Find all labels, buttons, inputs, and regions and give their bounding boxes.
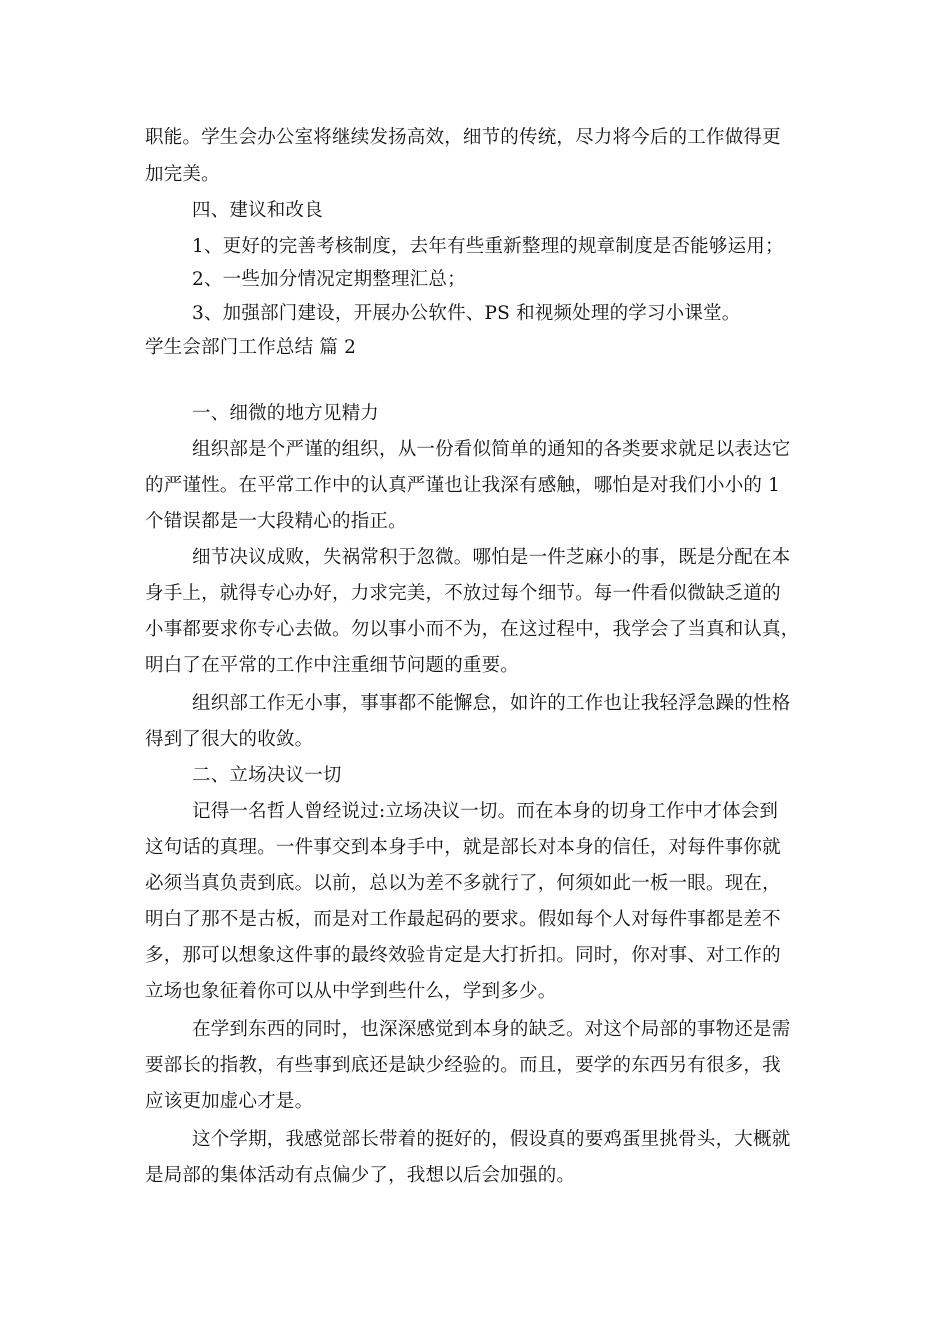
text-line: 明白了那不是古板，而是对工作最起码的要求。假如每个人对每件事都是差不 xyxy=(145,909,781,930)
text-line: 在学到东西的同时，也深深感觉到本身的缺乏。对这个局部的事物还是需 xyxy=(192,1019,791,1040)
text-line: 的严谨性。在平常工作中的认真严谨也让我深有感触，哪怕是对我们小小的 1 xyxy=(145,475,781,496)
text-line: 这句话的真理。一件事交到本身手中，就是部长对本身的信任，对每件事你就 xyxy=(145,837,781,858)
text-line: 加完美。 xyxy=(145,164,220,185)
text-line: 得到了很大的收敛。 xyxy=(145,729,314,750)
text-line: 多，那可以想象这件事的最终效验肯定是大打折扣。同时，你对事、对工作的 xyxy=(145,945,781,966)
text-line: 身手上，就得专心办好，力求完美，不放过每个细节。每一件看似微缺乏道的 xyxy=(145,583,781,604)
text-line: 小事都要求你专心去做。勿以事小而不为，在这过程中，我学会了当真和认真， xyxy=(145,619,800,640)
text-line: 组织部工作无小事，事事都不能懈怠，如许的工作也让我轻浮急躁的性格 xyxy=(192,693,791,714)
list-item: 3、加强部门建设，开展办公软件、PS 和视频处理的学习小课堂。 xyxy=(192,303,741,324)
document-title: 学生会部门工作总结 篇 2 xyxy=(145,337,357,358)
text-line: 个错误都是一大段精心的指正。 xyxy=(145,511,407,532)
text-line: 组织部是个严谨的组织，从一份看似简单的通知的各类要求就足以表达它 xyxy=(192,439,791,460)
text-line: 立场也象征着你可以从中学到些什么，学到多少。 xyxy=(145,981,557,1002)
text-line: 这个学期，我感觉部长带着的挺好的，假设真的要鸡蛋里挑骨头，大概就 xyxy=(192,1129,791,1150)
section-heading: 一、细微的地方见精力 xyxy=(192,403,380,424)
text-line: 是局部的集体活动有点偏少了，我想以后会加强的。 xyxy=(145,1165,576,1186)
text-line: 必须当真负责到底。以前，总以为差不多就行了，何须如此一板一眼。现在， xyxy=(145,873,781,894)
list-item: 1、更好的完善考核制度，去年有些重新整理的规章制度是否能够运用； xyxy=(192,236,784,257)
section-heading: 四、建议和改良 xyxy=(192,200,323,221)
section-heading: 二、立场决议一切 xyxy=(192,765,342,786)
text-line: 职能。学生会办公室将继续发扬高效，细节的传统，尽力将今后的工作做得更 xyxy=(145,127,781,148)
text-line: 记得一名哲人曾经说过:立场决议一切。而在本身的切身工作中才体会到 xyxy=(192,801,779,822)
text-line: 细节决议成败，失祸常积于忽微。哪怕是一件芝麻小的事，既是分配在本 xyxy=(192,547,791,568)
text-line: 明白了在平常的工作中注重细节问题的重要。 xyxy=(145,655,520,676)
list-item: 2、一些加分情况定期整理汇总； xyxy=(192,269,466,290)
text-line: 应该更加虚心才是。 xyxy=(145,1091,314,1112)
text-line: 要部长的指教，有些事到底还是缺少经验的。而且，要学的东西另有很多，我 xyxy=(145,1055,781,1076)
